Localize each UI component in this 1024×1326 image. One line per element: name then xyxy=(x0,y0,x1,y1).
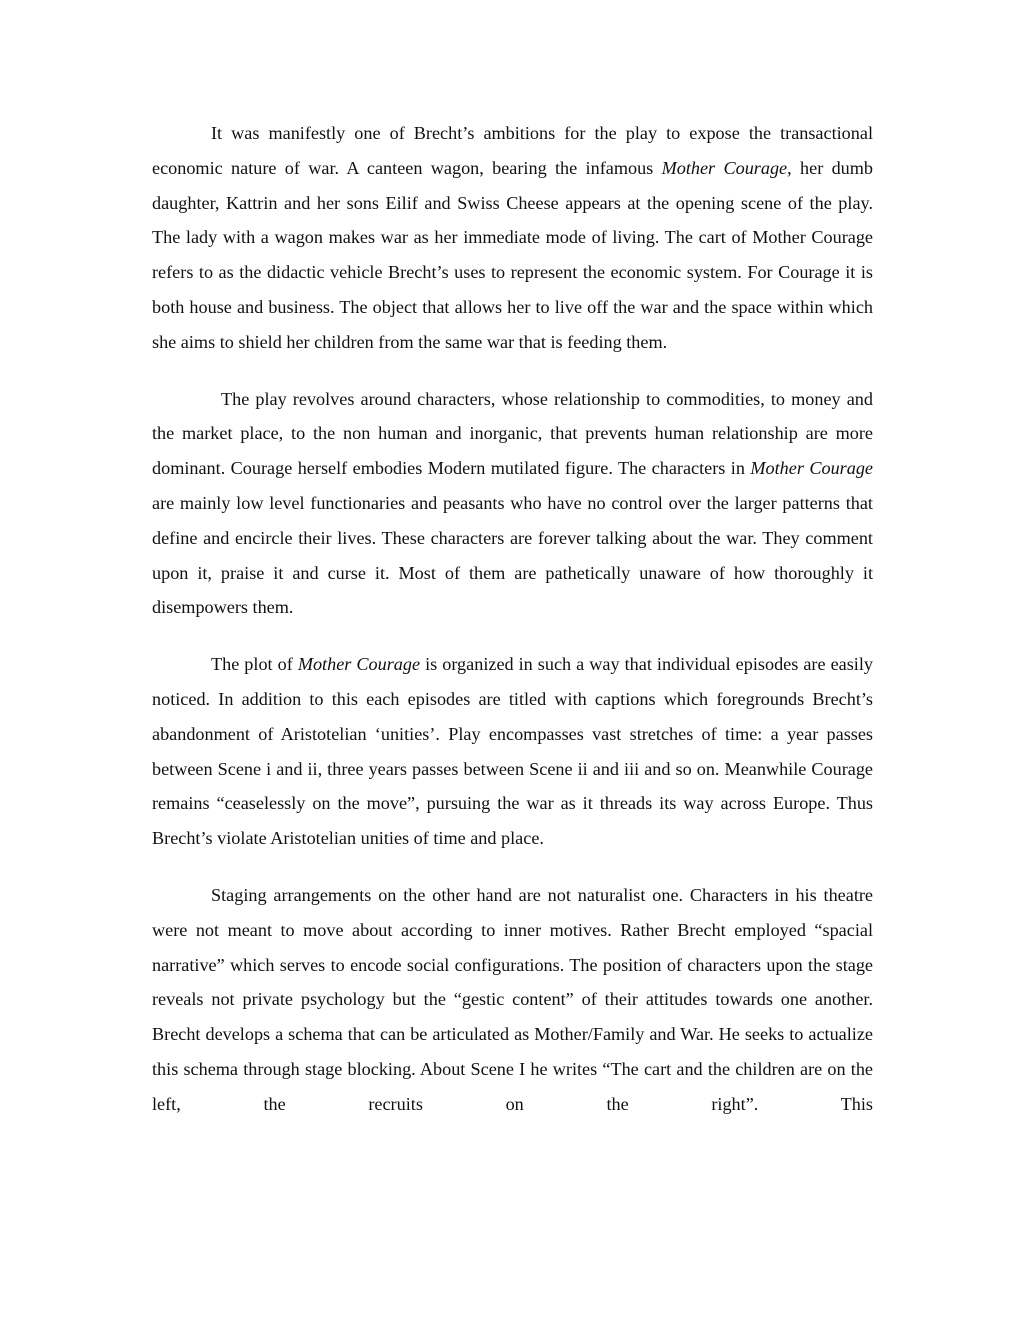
paragraph-text: are mainly low level functionaries and peasants who have no control over the larger patterns that define and encircle their lives. These characters are forever talking about the war. They comment upon it, praise it and curse it. Most of them are pathetically unaware of how thoroughly it disempowers them. xyxy=(152,492,873,618)
paragraph-characters xyxy=(152,382,873,626)
play-title: Mother Courage xyxy=(750,458,874,479)
paragraph-wagon-economics xyxy=(152,116,873,360)
paragraph-text: , her dumb daughter, Kattrin and her sons Eilif and Swiss Cheese appears at the opening scene of the play. The lady with a wagon makes war as her immediate mode of living. The cart of Mother Courage refers to as the didactic vehicle Brecht’s uses to represent the economic system. For Courage it is both house and business. The object that allows her to live off the war and the space within which she aims to shield her children from the same war that is feeding them. xyxy=(152,157,874,352)
paragraph-staging xyxy=(152,878,873,1122)
paragraph-text: The plot of xyxy=(211,654,298,675)
paragraph-plot-structure xyxy=(152,647,873,856)
document-page xyxy=(152,116,873,1122)
paragraph-text: Staging arrangements on the other hand are not naturalist one. Characters in his theatre were not meant to move about according to inner motives. Rather Brecht employed “spacial narrative” which serves to encode social configurations. The position of characters upon the stage reveals not private psychology but the “gestic content” of their attitudes towards one another. Brecht develops a schema that can be articulated as Mother/Family and War. He seeks to actualize this schema through stage blocking. About Scene I he writes “The cart and the children are on the left, the recruits on the right”. This xyxy=(152,884,873,1114)
paragraph-text: It was manifestly one of Brecht’s ambitions for the play to expose the transactional economic nature of war. A canteen wagon, bearing the infamous xyxy=(152,123,873,178)
play-title: Mother Courage xyxy=(661,157,788,178)
paragraph-text: The play revolves around characters, whose relationship to commodities, to money and the market place, to the non human and inorganic, that prevents human relationship are more dominant. Courage herself embodies Modern mutilated figure. The characters in xyxy=(152,388,873,479)
paragraph-text: is organized in such a way that individual episodes are easily noticed. In addition to this each episodes are titled with captions which foregrounds Brecht’s abandonment of Aristotelian ‘unities’. Play encompasses vast stretches of time: a year passes between Scene i and ii, three years passes between Scene ii and iii and so on. Meanwhile Courage remains “ceaselessly on the move”, pursuing the war as it threads its way across Europe. Thus Brecht’s violate Aristotelian unities of time and place. xyxy=(152,654,873,849)
play-title: Mother Courage xyxy=(297,654,421,675)
